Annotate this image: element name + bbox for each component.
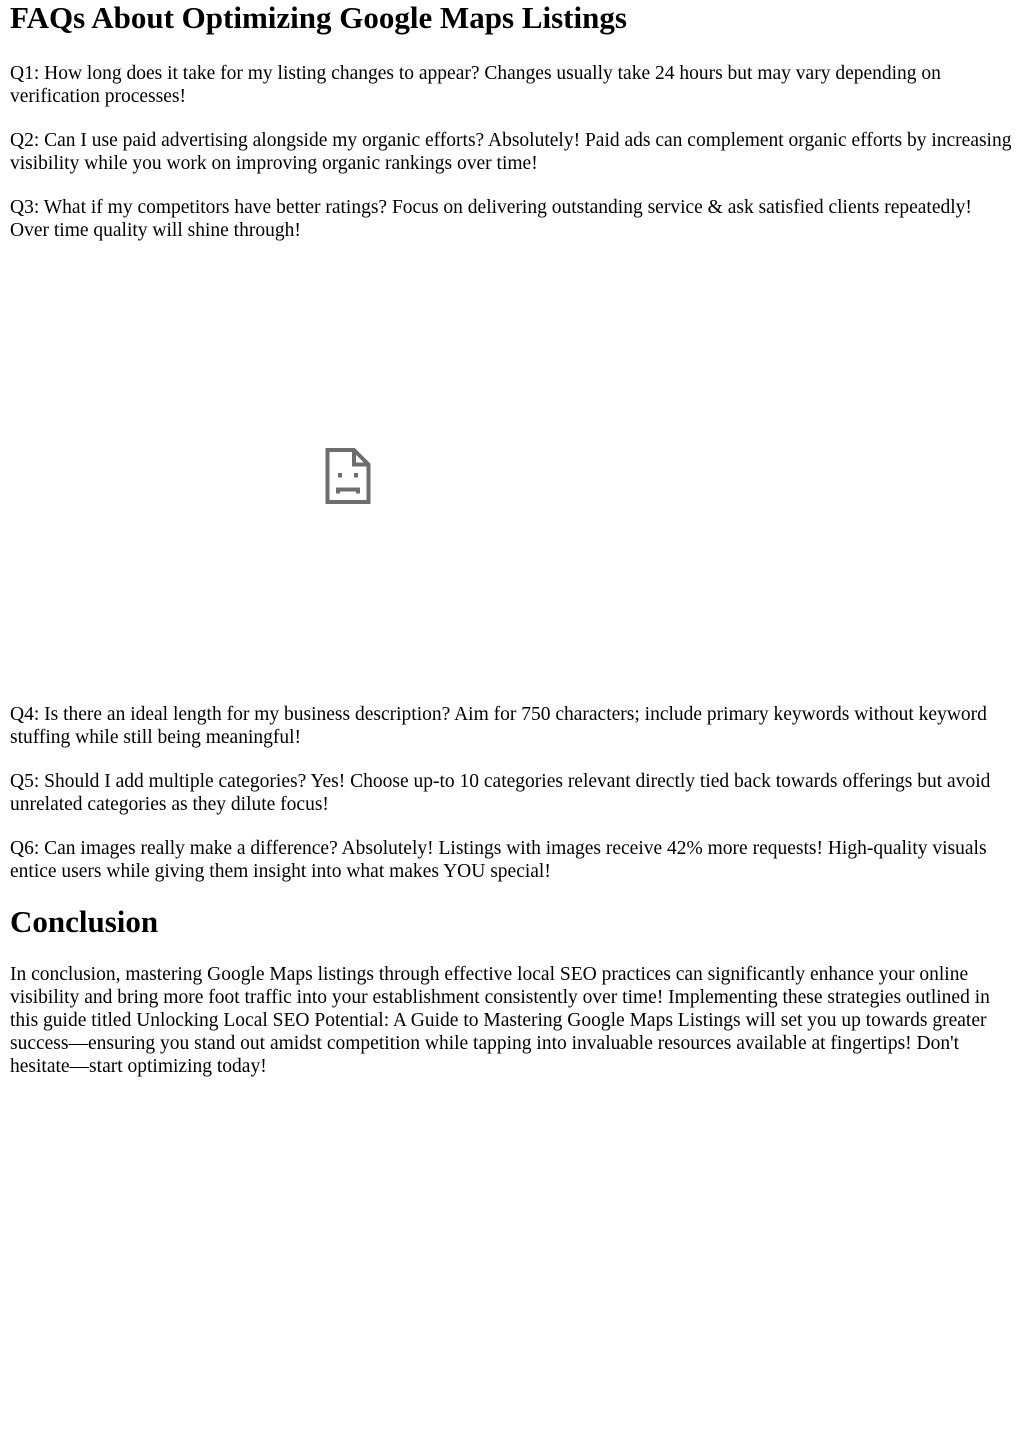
broken-image-icon xyxy=(324,447,372,505)
faq-item-q4: Q4: Is there an ideal length for my business description? Aim for 750 characters; include primary keywords without keyword stuffing while still being meaningful! xyxy=(10,704,987,748)
faq-item-q1: Q1: How long does it take for my listing changes to appear? Changes usually take 24 hours but may vary depending on verification processes! xyxy=(10,63,941,107)
faq-item-q5: Q5: Should I add multiple categories? Yes! Choose up-to 10 categories relevant directly tied back towards offerings but avoid unrelated categories as they dilute focus! xyxy=(10,771,991,815)
conclusion-paragraph: In conclusion, mastering Google Maps listings through effective local SEO practices can significantly enhance your online visibility and bring more foot traffic into your establishment consistently over time! Implementing these strategies outlined in this guide titled Unlocking Local SEO Potential: A Guide to Mastering Google Maps Listings will set you up towards greater success—ensuring you stand out amidst competition while tapping into invaluable resources available at fingertips! Don't hesitate—start optimizing today! xyxy=(10,964,990,1077)
conclusion-heading: Conclusion xyxy=(10,904,159,939)
faq-item-q2: Q2: Can I use paid advertising alongside my organic efforts? Absolutely! Paid ads can complement organic efforts by increasing visibility while you work on improving organic rankings over time! xyxy=(10,130,1012,174)
article xyxy=(10,0,1014,1078)
faq-item-q6: Q6: Can images really make a difference? Absolutely! Listings with images receive 42% more requests! High-quality visuals entice users while giving them insight into what makes YOU special! xyxy=(10,838,987,882)
faq-list-top xyxy=(10,62,1014,242)
faq-item-q3: Q3: What if my competitors have better ratings? Focus on delivering outstanding service & ask satisfied clients repeatedly! Over time quality will shine through! xyxy=(10,197,972,241)
faq-heading: FAQs About Optimizing Google Maps Listings xyxy=(10,0,627,35)
faq-list-bottom xyxy=(10,703,1014,883)
image-placeholder xyxy=(10,263,686,703)
